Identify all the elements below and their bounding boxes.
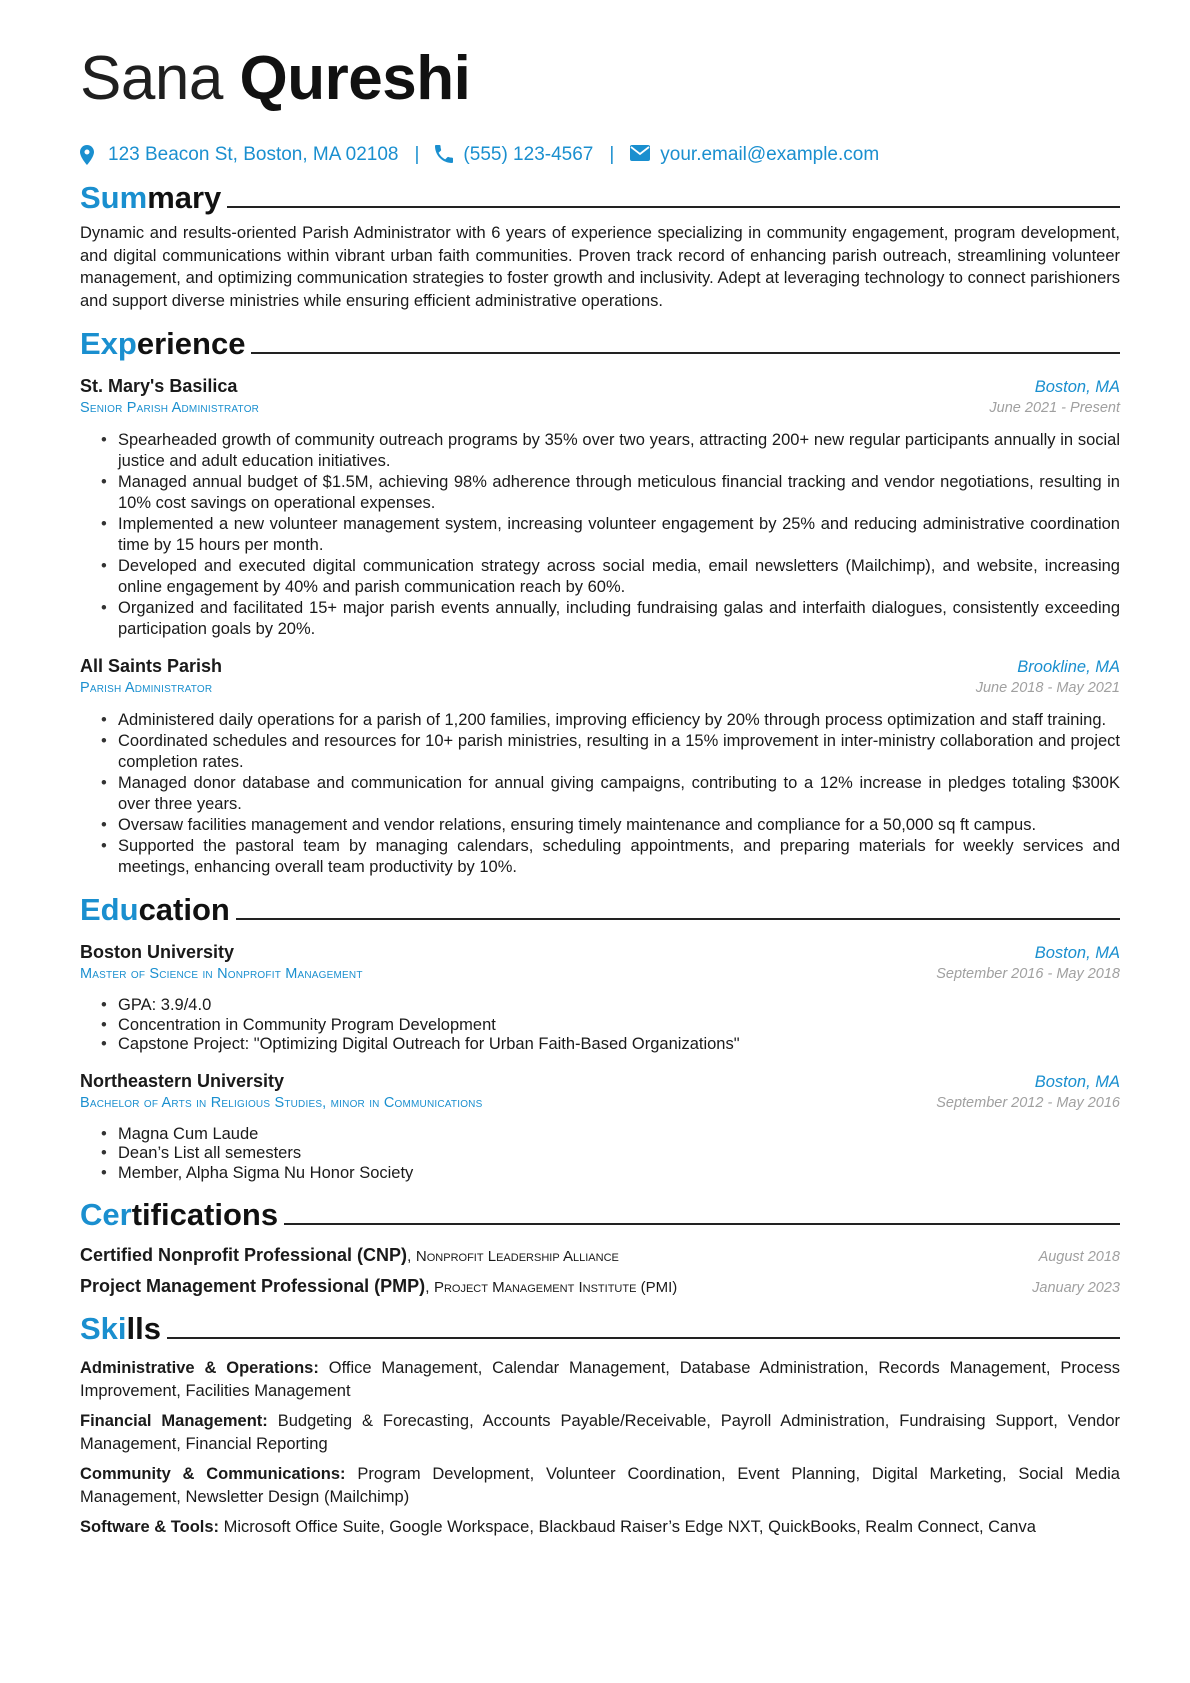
bullet-list <box>80 996 1120 1055</box>
title-accent: Edu <box>80 892 139 927</box>
last-name: Qureshi <box>239 44 471 113</box>
summary-text: Dynamic and results-oriented Parish Administrator with 6 years of experience specializing in community engagement, program development, and digital communications within vibrant urban faith communities. Proven track record of enhancing parish outreach, streamlining volunteer management, and optimizing communication strategies to foster growth and inclusivity. Adept at leveraging technology to connect parishioners and support diverse ministries while ensuring efficient administrative operations. <box>80 224 1120 310</box>
education-dates: September 2016 - May 2018 <box>936 966 1120 982</box>
section-rule <box>236 918 1120 920</box>
envelope-icon <box>630 145 650 165</box>
summary-heading <box>80 180 1120 216</box>
skills-heading <box>80 1311 1120 1347</box>
section-rule <box>251 352 1120 354</box>
list-item: • Managed donor database and communication for annual giving campaigns, contributing to a 12% increase in pledges totaling $300K over three years. <box>118 773 1120 815</box>
list-item: • Concentration in Community Program Development <box>118 1016 1120 1036</box>
section-title <box>80 1197 278 1233</box>
education-entry <box>80 1069 1120 1184</box>
education-heading <box>80 892 1120 928</box>
section-title <box>80 326 245 362</box>
bullet-list <box>80 1125 1120 1184</box>
title-rest: tifications <box>131 1197 279 1232</box>
section-title <box>80 1311 161 1347</box>
experience-heading <box>80 326 1120 362</box>
experience-entry <box>80 654 1120 878</box>
degree-title: Master of Science in Nonprofit Management <box>80 966 363 982</box>
list-item: • Organized and facilitated 15+ major parish events annually, including fundraising galas and interfaith dialogues, consistently exceeding participation goals by 20%. <box>118 598 1120 640</box>
title-accent: Sum <box>80 180 148 215</box>
education-entry <box>80 940 1120 1055</box>
section-title <box>80 892 230 928</box>
title-accent: Ski <box>80 1311 127 1346</box>
skill-label: Software & Tools: <box>80 1518 220 1536</box>
section-title <box>80 180 221 216</box>
list-item: • Magna Cum Laude <box>118 1125 1120 1145</box>
certification-date: January 2023 <box>1032 1280 1120 1296</box>
contact-line <box>80 142 1120 168</box>
list-item: • Capstone Project: "Optimizing Digital Outreach for Urban Faith-Based Organizations" <box>118 1035 1120 1055</box>
title-rest: erience <box>136 326 246 361</box>
skill-label: Community & Communications: <box>80 1465 346 1483</box>
skill-label: Financial Management: <box>80 1412 268 1430</box>
experience-entry <box>80 374 1120 640</box>
list-item: • Member, Alpha Sigma Nu Honor Society <box>118 1164 1120 1184</box>
job-title: Parish Administrator <box>80 680 213 696</box>
job-location: Boston, MA <box>1034 378 1120 396</box>
certification-date: August 2018 <box>1038 1249 1120 1265</box>
job-location: Brookline, MA <box>1017 658 1120 676</box>
email-item[interactable] <box>630 144 879 166</box>
list-item: • Oversaw facilities management and vendor relations, ensuring timely maintenance and compliance for a 50,000 sq ft campus. <box>118 815 1120 836</box>
title-rest: cation <box>138 892 230 927</box>
title-rest: mary <box>147 180 222 215</box>
phone-icon <box>435 145 453 165</box>
certifications-heading <box>80 1197 1120 1233</box>
job-dates: June 2018 - May 2021 <box>975 680 1120 696</box>
skill-group <box>80 1516 1120 1539</box>
list-item: • Administered daily operations for a parish of 1,200 families, improving efficiency by 20% through process optimization and staff training. <box>118 710 1120 731</box>
degree-title: Bachelor of Arts in Religious Studies, minor in Communications <box>80 1094 483 1111</box>
list-item: • Supported the pastoral team by managing calendars, scheduling appointments, and preparing materials for weekly services and meetings, enhancing overall team productivity by 10%. <box>118 836 1120 878</box>
job-title: Senior Parish Administrator <box>80 400 260 416</box>
map-marker-icon <box>80 145 98 165</box>
skill-group <box>80 1463 1120 1508</box>
education-dates: September 2012 - May 2016 <box>936 1094 1120 1111</box>
employer-name: All Saints Parish <box>80 656 223 676</box>
school-location: Boston, MA <box>1034 944 1120 962</box>
list-item: • Spearheaded growth of community outreach programs by 35% over two years, attracting 200+ new regular participants annually in social justice and adult education initiatives. <box>118 430 1120 472</box>
certification-name: Project Management Professional (PMP) <box>80 1276 426 1296</box>
certification-item: Certified Nonprofit Professional (CNP), Nonprofit Leadership Alliance August 2018 <box>80 1245 1120 1265</box>
employer-name: St. Mary's Basilica <box>80 376 238 396</box>
skill-values: Office Management, Calendar Management, Database Administration, Records Management, Process Improvement, Facilities Management <box>80 1359 1120 1400</box>
section-rule <box>284 1223 1120 1225</box>
section-rule <box>227 206 1120 208</box>
contact-separator: | <box>609 144 615 165</box>
section-rule <box>167 1337 1120 1339</box>
list-item: • Coordinated schedules and resources for 10+ parish ministries, resulting in a 15% improvement in inter-ministry collaboration and project completion rates. <box>118 731 1120 773</box>
address-text: 123 Beacon St, Boston, MA 02108 <box>108 144 399 165</box>
school-name: Northeastern University <box>80 1070 285 1091</box>
email-link[interactable]: your.email@example.com <box>660 144 880 165</box>
list-item: • Implemented a new volunteer management system, increasing volunteer engagement by 25% and reducing administrative coordination time by 15 hours per month. <box>118 514 1120 556</box>
skill-group <box>80 1357 1120 1402</box>
list-item: • Developed and executed digital communication strategy across social media, email newsletters (Mailchimp), and website, increasing online engagement by 40% and parish communication reach by 60%. <box>118 556 1120 598</box>
list-item: • Dean’s List all semesters <box>118 1144 1120 1164</box>
certification-issuer: Project Management Institute (PMI) <box>433 1279 678 1296</box>
skill-group <box>80 1410 1120 1455</box>
phone-text: (555) 123-4567 <box>463 144 594 165</box>
skill-values: Program Development, Volunteer Coordination, Event Planning, Digital Marketing, Social Media Management, Newsletter Design (Mailchimp) <box>80 1465 1120 1506</box>
bullet-list <box>80 430 1120 640</box>
title-rest: lls <box>126 1311 161 1346</box>
candidate-name <box>80 40 1120 118</box>
first-name: Sana <box>80 44 223 113</box>
certification-item: Project Management Professional (PMP), Project Management Institute (PMI) January 2023 <box>80 1276 1120 1296</box>
bullet-list <box>80 710 1120 878</box>
skill-label: Administrative & Operations: <box>80 1359 319 1377</box>
list-item: • GPA: 3.9/4.0 <box>118 996 1120 1016</box>
certification-issuer: Nonprofit Leadership Alliance <box>415 1248 619 1265</box>
phone-item[interactable] <box>435 144 593 166</box>
title-accent: Exp <box>80 326 137 361</box>
list-item: • Managed annual budget of $1.5M, achieving 98% adherence through meticulous financial tracking and vendor negotiations, resulting in 10% cost savings on operational expenses. <box>118 472 1120 514</box>
job-dates: June 2021 - Present <box>989 400 1120 416</box>
skill-values: Budgeting & Forecasting, Accounts Payable/Receivable, Payroll Administration, Fundraising Support, Vendor Management, Financial Reporting <box>80 1412 1120 1453</box>
school-name: Boston University <box>80 942 235 962</box>
certification-name: Certified Nonprofit Professional (CNP) <box>80 1245 408 1265</box>
resume-page <box>80 40 1120 1539</box>
address-item <box>80 144 398 166</box>
skill-values: Microsoft Office Suite, Google Workspace, Blackbaud Raiser’s Edge NXT, QuickBooks, Realm Connect, Canva <box>223 1518 1036 1536</box>
title-accent: Cer <box>80 1197 132 1232</box>
contact-separator: | <box>414 144 420 165</box>
school-location: Boston, MA <box>1034 1072 1120 1091</box>
